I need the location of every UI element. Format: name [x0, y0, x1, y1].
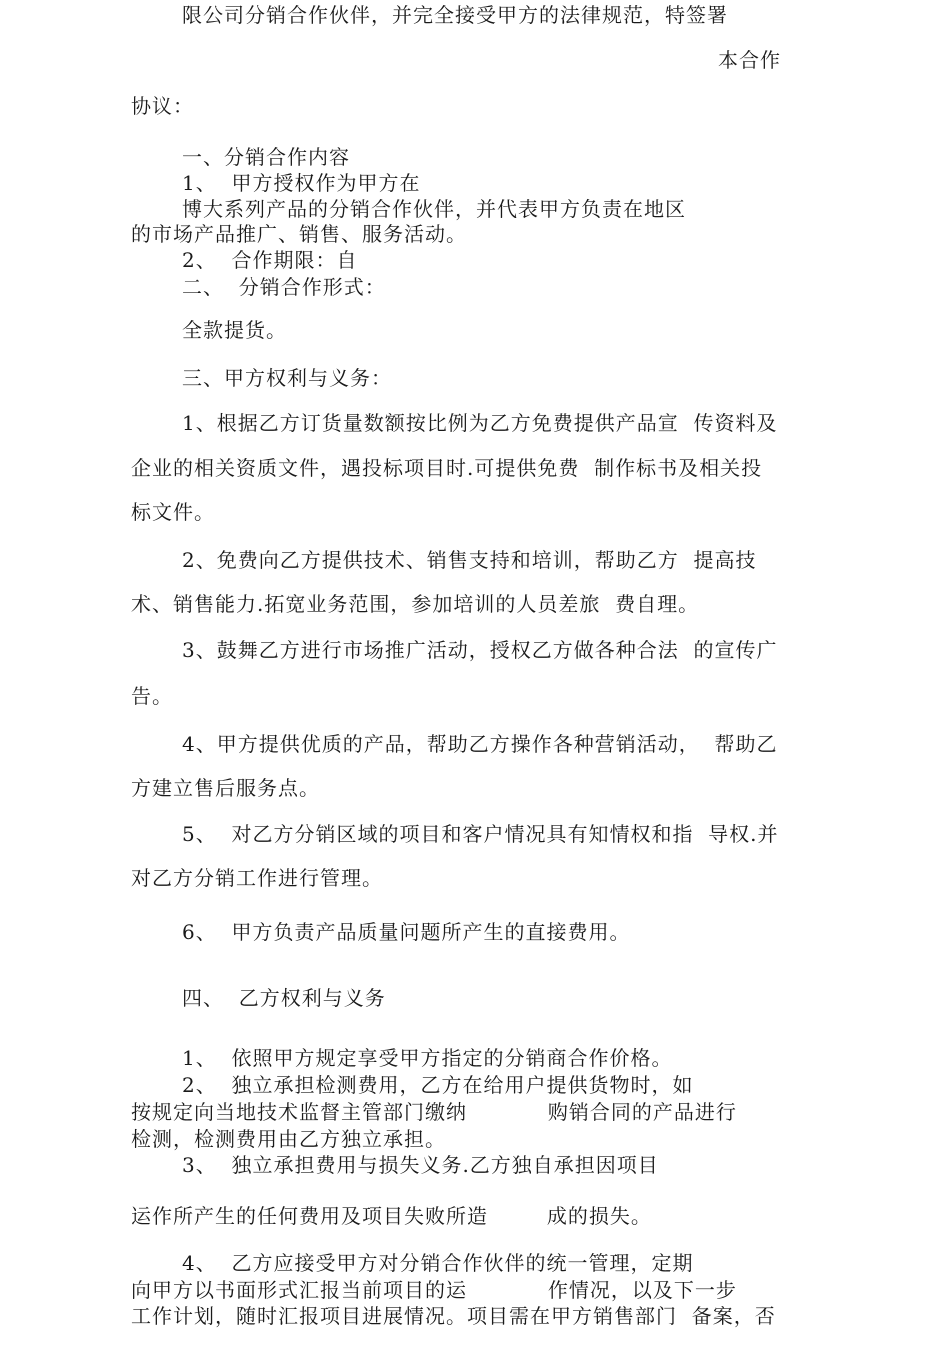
- text-line: 本合作: [718, 48, 781, 72]
- text-line: 4、 乙方应接受甲方对分销合作伙伴的统一管理，定期: [182, 1251, 694, 1275]
- text-line: 1、 甲方授权作为甲方在: [182, 171, 421, 195]
- text-line: 博大系列产品的分销合作伙伴，并代表甲方负责在地区: [182, 197, 686, 221]
- text-line: 的市场产品推广、销售、服务活动。: [131, 222, 467, 246]
- text-line: 企业的相关资质文件，遇投标项目时.可提供免费 制作标书及相关投: [131, 456, 763, 480]
- text-line: 告。: [131, 684, 173, 708]
- text-line: 1、根据乙方订货量数额按比例为乙方免费提供产品宣 传资料及: [182, 411, 778, 435]
- text-line: 按规定向当地技术监督主管部门缴纳 购销合同的产品进行: [131, 1100, 737, 1124]
- text-line: 向甲方以书面形式汇报当前项目的运 作情况，以及下一步: [131, 1278, 737, 1302]
- text-line: 方建立售后服务点。: [131, 776, 320, 800]
- text-line: 2、 独立承担检测费用，乙方在给用户提供货物时，如: [182, 1073, 694, 1097]
- text-line: 6、 甲方负责产品质量问题所产生的直接费用。: [182, 920, 631, 944]
- text-line: 4、甲方提供优质的产品，帮助乙方操作各种营销活动， 帮助乙: [182, 732, 778, 756]
- text-line: 1、 依照甲方规定享受甲方指定的分销商合作价格。: [182, 1046, 673, 1070]
- text-line: 3、鼓舞乙方进行市场推广活动，授权乙方做各种合法 的宣传广: [182, 638, 778, 662]
- section-heading: 一、分销合作内容: [182, 145, 350, 169]
- text-line: 运作所产生的任何费用及项目失败所造 成的损失。: [131, 1204, 652, 1228]
- section-heading: 四、 乙方权利与义务: [182, 986, 386, 1010]
- text-line: 3、 独立承担费用与损失义务.乙方独自承担因项目: [182, 1153, 659, 1177]
- text-line: 全款提货。: [182, 318, 287, 342]
- text-line: 2、免费向乙方提供技术、销售支持和培训，帮助乙方 提高技: [182, 548, 757, 572]
- section-heading: 二、 分销合作形式：: [182, 275, 386, 299]
- text-line: 2、 合作期限：自: [182, 248, 358, 272]
- text-line: 标文件。: [131, 500, 215, 524]
- text-line: 检测，检测费用由乙方独立承担。: [131, 1127, 446, 1151]
- text-line: 工作计划，随时汇报项目进展情况。项目需在甲方销售部门 备案，否: [131, 1304, 776, 1328]
- text-line: 限公司分销合作伙伴，并完全接受甲方的法律规范，特签署: [182, 3, 728, 27]
- text-line: 协议：: [131, 94, 194, 118]
- text-line: 术、销售能力.拓宽业务范围，参加培训的人员差旅 费自理。: [131, 592, 700, 616]
- section-heading: 三、甲方权利与义务：: [182, 366, 392, 390]
- text-line: 5、 对乙方分销区域的项目和客户情况具有知情权和指 导权.并: [182, 822, 779, 846]
- text-line: 对乙方分销工作进行管理。: [131, 866, 383, 890]
